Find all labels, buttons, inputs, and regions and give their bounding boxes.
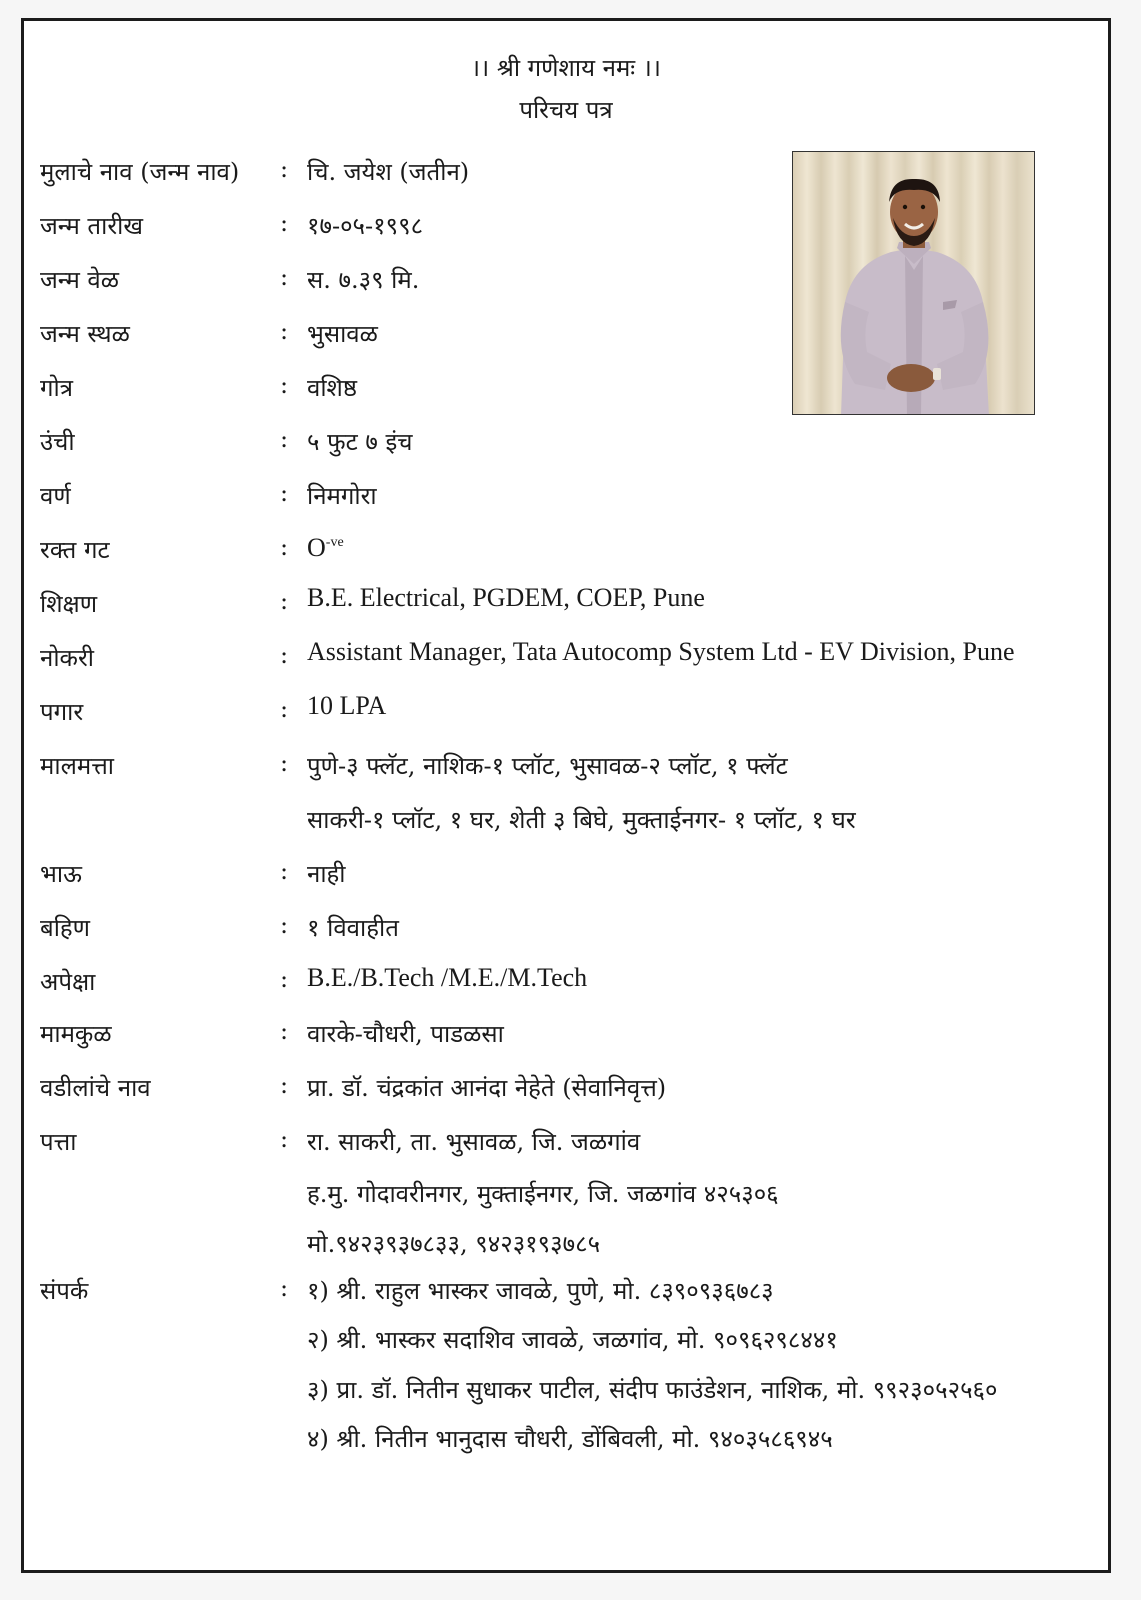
- birth-place-value: भुसावळ: [307, 320, 378, 348]
- row-brother: [24, 857, 1108, 897]
- colon: :: [280, 1017, 289, 1045]
- row-address: [24, 1125, 1108, 1165]
- blood-group-label: रक्त गट: [40, 536, 110, 564]
- job-label: नोकरी: [40, 644, 94, 672]
- row-name: [24, 155, 1108, 195]
- address-line-3: मो.९४२३९३७८३३, ९४२३१९३७८५: [307, 1230, 601, 1258]
- row-gotra: [24, 371, 1108, 411]
- colon: :: [280, 1125, 289, 1153]
- brother-label: भाऊ: [40, 860, 82, 888]
- property-label: मालमत्ता: [40, 752, 114, 780]
- row-birth-date: [24, 209, 1108, 249]
- row-sister: [24, 911, 1108, 951]
- blood-group-letter: O: [307, 533, 326, 562]
- birth-date-label: जन्म तारीख: [40, 212, 143, 240]
- row-blood-group: [24, 533, 1108, 573]
- education-value: B.E. Electrical, PGDEM, COEP, Pune: [307, 583, 705, 612]
- property-line-1: पुणे-३ फ्लॅट, नाशिक-१ प्लॉट, भुसावळ-२ प्लॉट, १ फ्लॅट: [307, 752, 788, 780]
- birth-place-label: जन्म स्थळ: [40, 320, 130, 348]
- colon: :: [280, 425, 289, 453]
- name-value: चि. जयेश (जतीन): [307, 158, 470, 186]
- sister-value: १ विवाहीत: [307, 914, 399, 942]
- address-line-2: ह.मु. गोदावरीनगर, मुक्ताईनगर, जि. जळगांव ४२५३०६: [307, 1180, 779, 1208]
- job-value: Assistant Manager, Tata Autocomp System Ltd - EV Division, Pune: [307, 637, 1015, 666]
- row-salary: [24, 691, 1108, 731]
- gotra-value: वशिष्ठ: [307, 374, 358, 402]
- salary-label: पगार: [40, 698, 84, 726]
- colon: :: [280, 317, 289, 345]
- row-complexion: [24, 479, 1108, 519]
- complexion-value: निमगोरा: [307, 482, 377, 510]
- education-label: शिक्षण: [40, 590, 98, 618]
- maternal-family-label: मामकुळ: [40, 1020, 112, 1048]
- row-education: [24, 583, 1108, 623]
- birth-time-value: स. ७.३९ मि.: [307, 266, 420, 294]
- row-maternal-family: [24, 1017, 1108, 1057]
- colon: :: [280, 1071, 289, 1099]
- row-birth-place: [24, 317, 1108, 357]
- expectation-value: B.E./B.Tech /M.E./M.Tech: [307, 963, 588, 992]
- gotra-label: गोत्र: [40, 374, 73, 402]
- height-label: उंची: [40, 428, 75, 456]
- father-name-label: वडीलांचे नाव: [40, 1074, 151, 1102]
- colon: :: [280, 587, 289, 615]
- colon: :: [280, 371, 289, 399]
- colon: :: [280, 263, 289, 291]
- height-value: ५ फुट ७ इंच: [307, 428, 413, 456]
- row-birth-time: [24, 263, 1108, 303]
- contacts-label: संपर्क: [40, 1277, 89, 1305]
- colon: :: [280, 533, 289, 561]
- name-label: मुलाचे नाव (जन्म नाव): [40, 158, 240, 186]
- contact-item-4: ४) श्री. नितीन भानुदास चौधरी, डोंबिवली, मो. ९४०३५८६९४५: [307, 1425, 833, 1453]
- colon: :: [280, 641, 289, 669]
- contact-item-3: ३) प्रा. डॉ. नितीन सुधाकर पाटील, संदीप फाउंडेशन, नाशिक, मो. ९९२३०५२५६०: [307, 1376, 998, 1404]
- colon: :: [280, 695, 289, 723]
- invocation-heading: ।। श्री गणेशाय नमः ।।: [471, 54, 661, 82]
- contact-item-2: २) श्री. भास्कर सदाशिव जावळे, जळगांव, मो. ९०९६२९८४४१: [307, 1326, 838, 1354]
- document-title: परिचय पत्र: [519, 96, 613, 124]
- contact-item-1: १) श्री. राहुल भास्कर जावळे, पुणे, मो. ८३९०९३६७८३: [307, 1277, 774, 1305]
- address-line-1: रा. साकरी, ता. भुसावळ, जि. जळगांव: [307, 1128, 641, 1156]
- colon: :: [280, 911, 289, 939]
- birth-date-value: १७-०५-१९९८: [307, 212, 424, 240]
- blood-group-value: [307, 533, 344, 563]
- row-job: [24, 637, 1108, 677]
- row-property: [24, 749, 1108, 789]
- maternal-family-value: वारके-चौधरी, पाडळसा: [307, 1020, 504, 1048]
- property-line-2: साकरी-१ प्लॉट, १ घर, शेती ३ बिघे, मुक्ताईनगर- १ प्लॉट, १ घर: [307, 806, 856, 834]
- biodata-frame: [21, 18, 1111, 1573]
- row-height: [24, 425, 1108, 465]
- address-label: पत्ता: [40, 1128, 77, 1156]
- rh-factor: -ve: [325, 535, 344, 550]
- colon: :: [280, 749, 289, 777]
- row-expectation: [24, 963, 1108, 1003]
- colon: :: [280, 155, 289, 183]
- colon: :: [280, 1274, 289, 1302]
- brother-value: नाही: [307, 860, 346, 888]
- colon: :: [280, 479, 289, 507]
- expectation-label: अपेक्षा: [40, 968, 96, 996]
- birth-time-label: जन्म वेळ: [40, 266, 120, 294]
- colon: :: [280, 857, 289, 885]
- sister-label: बहिण: [40, 914, 91, 942]
- salary-value: 10 LPA: [307, 691, 387, 720]
- complexion-label: वर्ण: [40, 482, 71, 510]
- father-name-value: प्रा. डॉ. चंद्रकांत आनंदा नेहेते (सेवानिवृत्त): [307, 1074, 667, 1102]
- colon: :: [280, 209, 289, 237]
- row-father-name: [24, 1071, 1108, 1111]
- colon: :: [280, 965, 289, 993]
